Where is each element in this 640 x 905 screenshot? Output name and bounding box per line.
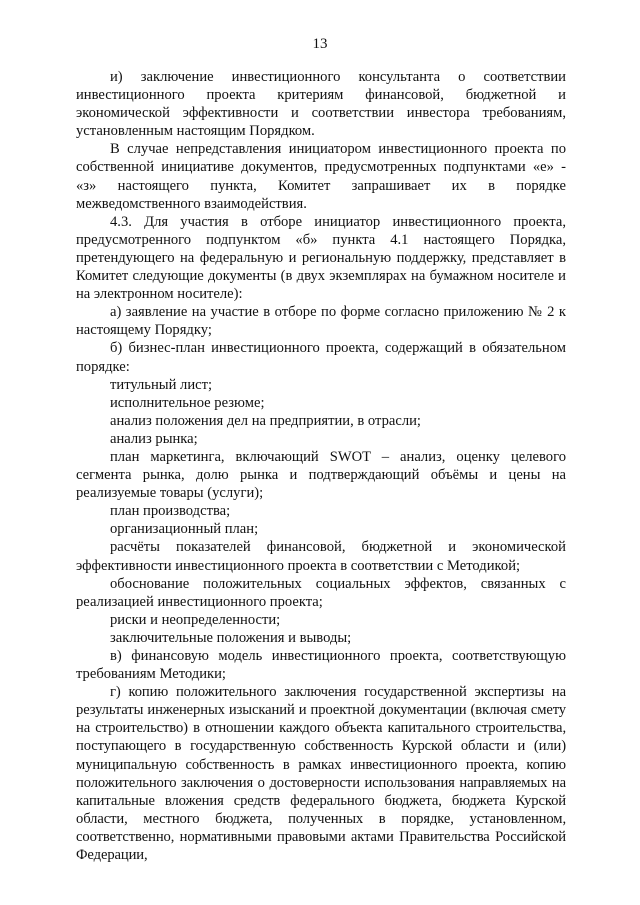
list-item-title-page: титульный лист;: [110, 376, 213, 393]
paragraph-item-a: а) заявление на участие в отборе по форме согласно приложению № 2 к настоящему Порядку;: [76, 304, 566, 339]
paragraph-item-b: б) бизнес-план инвестиционного проекта, содержащий в обязательном порядке:: [76, 340, 566, 375]
document-body: [76, 68, 566, 864]
list-item-organizational-plan: организационный план;: [110, 521, 259, 538]
paragraph-item-g: г) копию положительного заключения государственной экспертизы на результаты инженерных изысканий и проектной документации (включая смету на строительство) в отношении каждого объекта капитального строительства, поступающего в государственную собственность Курской области и (или) муниципальную собственность в рамках инвестиционного проекта, копию положительного заключения о достоверности использования направляемых на капитальные вложения средств федерального бюджета, бюджета Курской области, местного бюджета, полученных в порядке, установленном, соответственно, нормативными правовыми актами Правительства Российской Федерации,: [76, 684, 566, 864]
list-item-market-analysis: анализ рынка;: [110, 430, 198, 447]
list-item-marketing-plan: план маркетинга, включающий SWOT – анализ, оценку целевого сегмента рынка, долю рынка и подтверждающий объёмы и цены на реализуемые товары (услуги);: [76, 448, 566, 502]
list-item-efficiency-calculations: расчёты показателей финансовой, бюджетной и экономической эффективности инвестиционного проекта в соответствии с Методикой;: [76, 539, 566, 574]
paragraph-item-i: и) заключение инвестиционного консультанта о соответствии инвестиционного проекта критериям финансовой, бюджетной и экономической эффективности и соответствии инвестора требованиям, установленным настоящим Порядком.: [76, 69, 566, 140]
list-item-conclusions: заключительные положения и выводы;: [110, 629, 352, 646]
list-item-executive-summary: исполнительное резюме;: [110, 394, 265, 411]
list-item-social-effects: обоснование положительных социальных эффектов, связанных с реализацией инвестиционного проекта;: [76, 575, 566, 610]
page-number: 13: [312, 36, 328, 52]
paragraph-4-3: 4.3. Для участия в отборе инициатор инвестиционного проекта, предусмотренного подпунктом «б» пункта 4.1 настоящего Порядка, претендующего на федеральную и региональную поддержку, представляет в Комитет следующие документы (в двух экземплярах на бумажном носителе и на электронном носителе):: [76, 213, 566, 303]
list-item-production-plan: план производства;: [110, 503, 231, 520]
paragraph-non-submission: В случае непредставления инициатором инвестиционного проекта по собственной инициативе документов, предусмотренных подпунктами «е» - «з» настоящего пункта, Комитет запрашивает их в порядке межведомственного взаимодействия.: [76, 141, 566, 212]
list-item-business-analysis: анализ положения дел на предприятии, в отрасли;: [110, 412, 421, 429]
list-item-risks: риски и неопределенности;: [110, 611, 281, 628]
paragraph-item-v: в) финансовую модель инвестиционного проекта, соответствующую требованиям Методики;: [76, 648, 566, 683]
